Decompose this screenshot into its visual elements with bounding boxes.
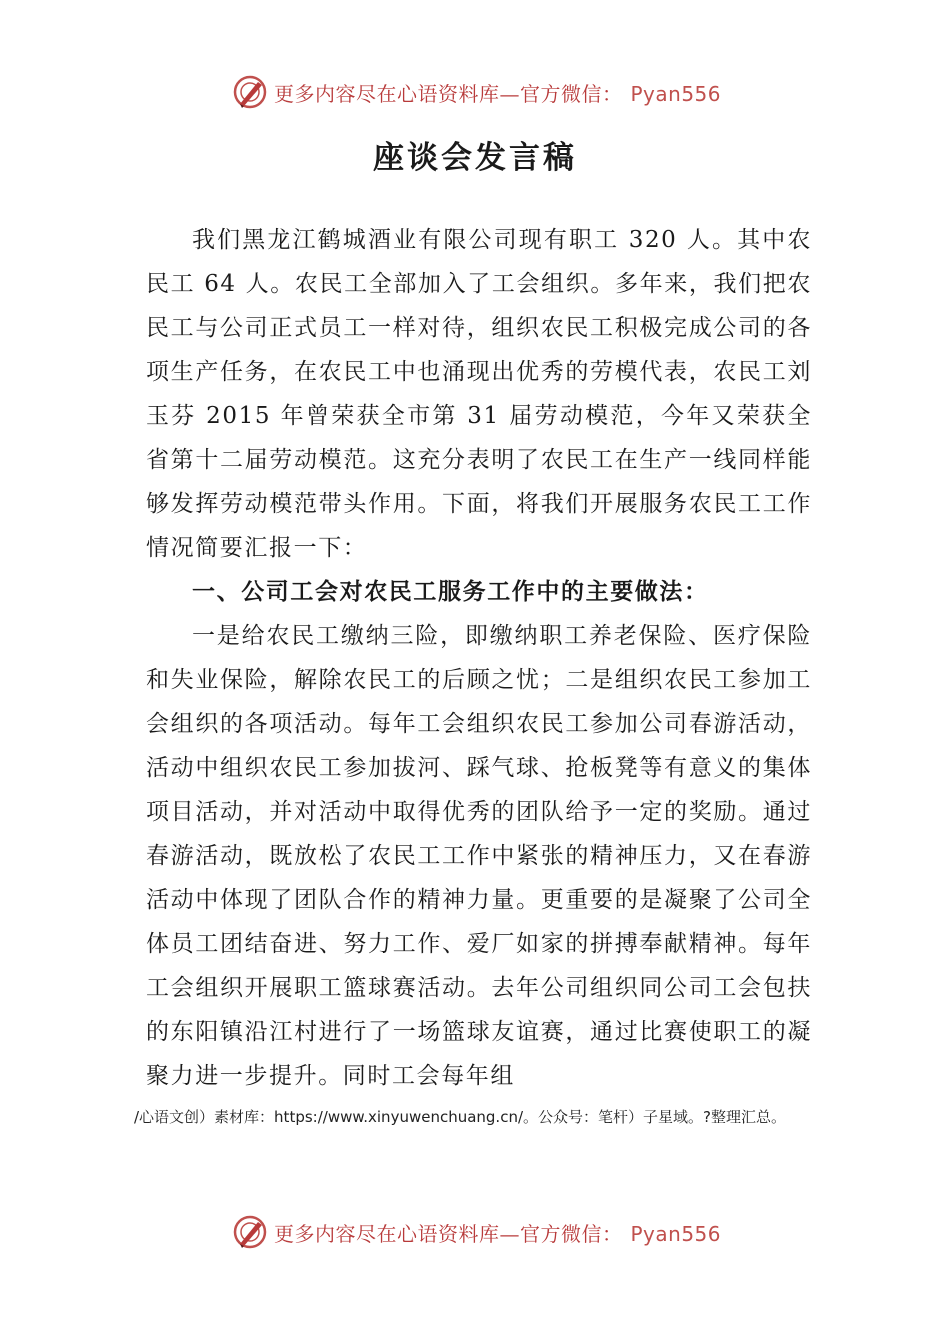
banner-text: 更多内容尽在心语资料库—官方微信： Pyan556 — [274, 1221, 722, 1246]
document-body — [146, 218, 812, 1098]
footer-banner — [0, 1212, 950, 1252]
paragraph-intro: 我们黑龙江鹤城酒业有限公司现有职工 320 人。其中农民工 64 人。农民工全部加入了工会组织。多年来，我们把农民工与公司正式员工一样对待，组织农民工积极完成公司的各项生产任务，在农民工中也涌现出优秀的劳模代表，农民工刘玉芬 2015 年曾荣获全市第 31 届劳动模范，今年又荣获全省第十二届劳动模范。这充分表明了农民工在生产一线同样能够发挥劳动模范带头作用。下面，将我们开展服务农民工工作情况简要汇报一下： — [146, 227, 812, 561]
paragraph-measures: 一是给农民工缴纳三险，即缴纳职工养老保险、医疗保险和失业保险，解除农民工的后顾之忧；二是组织农民工参加工会组织的各项活动。每年工会组织农民工参加公司春游活动，活动中组织农民工参加拔河、踩气球、抢板凳等有意义的集体项目活动，并对活动中取得优秀的团队给予一定的奖励。通过春游活动，既放松了农民工工作中紧张的精神压力，又在春游活动中体现了团队合作的精神力量。更重要的是凝聚了公司全体员工团结奋进、努力工作、爱厂如家的拼搏奉献精神。每年工会组织开展职工篮球赛活动。去年公司组织同公司工会包扶的东阳镇沿江村进行了一场篮球友谊赛，通过比赛使职工的凝聚力进一步提升。同时工会每年组 — [146, 623, 812, 1089]
wechat-id: Pyan556 — [630, 1221, 722, 1246]
footnote: /心语文创）素材库：https://www.xinyuwenchuang.cn/。公众号：笔杆）子星域。?整理汇总。 — [134, 1108, 786, 1126]
pen-logo-icon — [232, 1214, 268, 1250]
pen-logo-icon — [232, 74, 268, 110]
page-title: 座谈会发言稿 — [373, 140, 577, 176]
section-heading: 一、公司工会对农民工服务工作中的主要做法： — [192, 578, 709, 605]
wechat-id: Pyan556 — [630, 81, 722, 106]
banner-text: 更多内容尽在心语资料库—官方微信： Pyan556 — [274, 81, 722, 106]
header-banner — [0, 72, 950, 112]
